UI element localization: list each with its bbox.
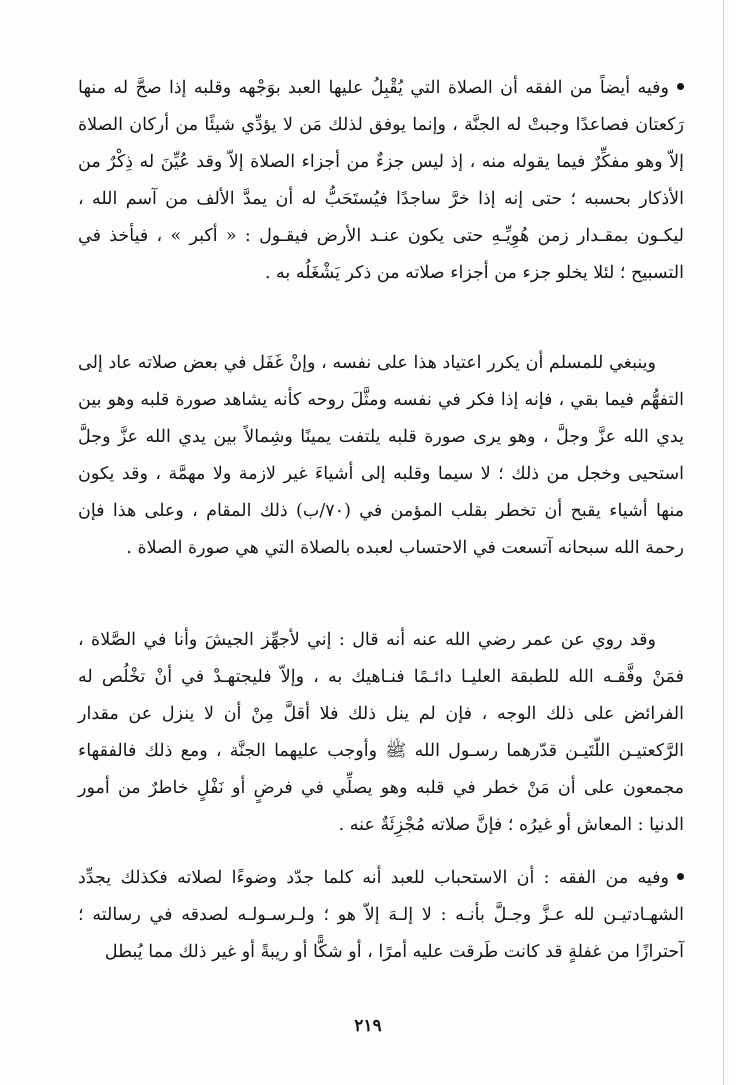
paragraph-3 [78,622,684,844]
paragraph-2 [78,345,684,567]
paragraph-1 [78,70,684,292]
paragraph-4 [78,860,684,971]
bullet-icon [677,83,684,90]
page-number: ٢١٩ [354,1016,382,1036]
paragraph-4-text: وفيه من الفقه : أن الاستحباب للعبد أنه كلما جدّد وضوءًا لصلاته فكذلك يجدِّد الشهـادتيـن لله عـزَّ وجـلَّ بأنـه : لا إلـهَ إلاّ هو ؛ ولـرسـولـه لصدقه في رسالته ؛ آحترازًا من غفلةٍ قد كانت طَرقت عليه أمرًا ، أو شكًّا أو ريبةً أو غير ذلك مما يُبطل [78,868,684,962]
page-edge-line [723,0,724,1085]
paragraph-2-text: وينبغي للمسلم أن يكرر اعتياد هذا على نفسه ، وإنْ غَفَل في بعض صلاته عاد إلى التفهُّم فيما بقي ، فإنه إذا فكر في نفسه ومثَّلَ روحه كأنه يشاهد صورة قلبه وهو بين يدي الله عزَّ وجلَّ ، وهو يرى صورة قلبه يلتفت يمينًا وشِمالاً بين يدي الله عزَّ وجلَّ استحيى وخجل من ذلك ؛ لا سيما وقلبه إلى أشياءَ غير لازمة ولا مهمَّة ، وقد يكون منها أشياء يقبح أن تخطر بقلب المؤمن في (٧٠/ب) ذلك المقام ، وعلى هذا فإن رحمة الله سبحانه آتسعت في الاحتساب لعبده بالصلاة التي هي صورة الصلاة . [78,353,684,558]
bullet-icon [677,873,684,880]
paragraph-1-text: وفيه أيضاً من الفقه أن الصلاة التي يُقْبِلُ عليها العبد بوَجْهه وقلبه إذا صحَّ له منها رَكعتان فصاعدًا وجبتْ له الجنَّة ، وإنما يوفق لذلك مَن لا يؤدِّي شيئًا من أركان الصلاة إلاّ وهو مفكِّرٌ فيما يقوله منه ، إذ ليس جزءٌ من أجزاء الصلاة إلاّ وقد عُيِّنَ له ذِكْرٌ من الأذكار بحسبه ؛ حتى إنه إذا خرَّ ساجدًا فيُستَحَبُّ له أن يمدَّ الألف من آسم الله ، ليكـون بمقـدار زمن هُوِيِّـهِ حتى يكون عنـد الأرض فيقـول : « أكبر » ، فيأخذ في التسبيح ؛ لئلا يخلو جزء من أجزاء صلاته من ذكر يَشْغَلُه به . [78,78,684,283]
paragraph-3-text: وقد روي عن عمر رضي الله عنه أنه قال : إني لأجهِّز الجيشَ وأنا في الصَّلاة ، فمَنْ وفَّقـه الله للطبقة العليـا دائـمًا فنـاهيك به ، وإلاّ فليجتهـدْ في أنْ تخْلُص له الفرائض على ذلك الوجه ، فإن لم ينل ذلك فلا أقلَّ مِنْ أن لا ينزل عن مقدار الرَّكعتيـن اللّتَيـن قدّرهما رسـول الله ﷺ وأوجب عليهما الجنَّة ، ومع ذلك فالفقهاء مجمعون على أن مَنْ خطر في قلبه وهو يصلِّي في فرضٍ أو نَفْلٍ خاطرٌ من أمور الدنيا : المعاش أو غيرُه ؛ فإنَّ صلاته مُجْزِئَةٌ عنه . [78,630,684,835]
